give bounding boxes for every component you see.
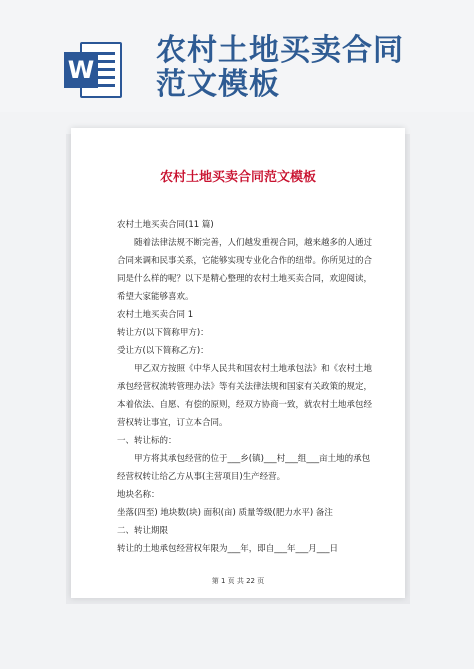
word-letter-badge: W [64,52,98,88]
document-page [71,128,405,598]
document-title: 农村土地买卖合同范文模板 [159,170,316,185]
document-body [117,216,377,558]
paragraph-plot-name: 地块名称： [117,490,160,500]
paragraph-land-location: 甲方将其承包经营的位于___乡(镇)___村___组___亩土地的承包经营权转让给乙方从事(主营项目)生产经营。 [117,454,371,482]
paragraph-term: 转让的土地承包经营权年限为___年，即自___年___月___日 [117,544,339,554]
paragraph-transferor: 转让方(以下简称甲方)： [117,328,209,338]
paragraph-transferee: 受让方(以下简称乙方)： [117,346,209,356]
banner-title-line1: 农村土地买卖合同 [156,33,404,68]
banner-title [156,34,456,102]
paragraph-heading: 农村土地买卖合同(11 篇) [117,220,214,230]
header-banner [0,0,474,112]
paragraph-agreement: 甲乙双方按照《中华人民共和国农村土地承包法》和《农村土地承包经营权流转管理办法》等有关法律法规和国家有关政策的规定，本着依法、自愿、有偿的原则，经双方协商一致，就农村土地承包经营权转让事宜，订立本合同。 [117,364,373,428]
paragraph-intro: 随着法律法规不断完善，人们越发重视合同，越来越多的人通过合同来调和民事关系，它能够实现专业化合作的纽带。你所见过的合同是什么样的呢？以下是精心整理的农村土地买卖合同，欢迎阅读，希望大家能够喜欢。 [117,238,373,302]
paragraph-section-2: 二、转让期限 [117,526,169,536]
paragraph-section-1: 一、转让标的： [117,436,177,446]
word-document-icon [64,42,124,98]
paragraph-contract-number: 农村土地买卖合同 1 [117,310,194,320]
banner-title-line2: 范文模板 [156,67,280,102]
page-number: 第 1 页 共 22 页 [211,577,265,585]
paragraph-plot-columns: 坐落(四至) 地块数(块) 面积(亩) 质量等级(肥力水平) 备注 [117,508,333,518]
